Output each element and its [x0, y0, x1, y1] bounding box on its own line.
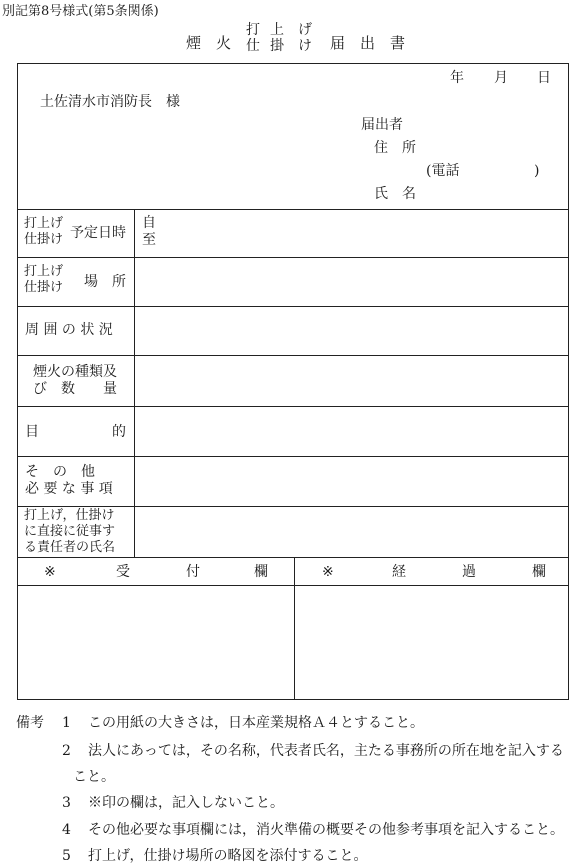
progress-char: 欄: [532, 564, 546, 580]
location-label-line: 打上げ: [24, 264, 64, 279]
date-year: 年: [450, 70, 464, 86]
title-stack-bottom: 仕: [246, 38, 260, 54]
date-day: 日: [537, 70, 551, 86]
note-number: 3: [62, 795, 71, 811]
fireworks-label-line: 煙火の種類及: [33, 364, 117, 380]
receipt-char: 付: [186, 564, 200, 580]
note-text: ※印の欄は，記入しないこと。: [88, 795, 284, 811]
row-divider: [17, 406, 569, 407]
address-label: 住 所: [374, 140, 416, 156]
notes-heading: 備考: [16, 715, 44, 731]
row-divider: [17, 585, 569, 586]
title-stack-bottom: 掛: [270, 38, 284, 54]
date-month: 月: [494, 70, 508, 86]
responsible-label-line: 打上げ，仕掛け: [24, 508, 115, 523]
schedule-label-line: 仕掛け: [24, 232, 64, 247]
receipt-char: 欄: [254, 564, 268, 580]
schedule-label-suffix: 予定日時: [70, 225, 126, 241]
responsible-label-line: に直接に従事す: [24, 524, 116, 539]
note-text: この用紙の大きさは，日本産業規格Ａ４とすること。: [88, 715, 424, 731]
purpose-label-left: 目: [25, 424, 39, 440]
location-label-line: 仕掛け: [24, 280, 64, 295]
title-stack-bottom: け: [298, 38, 312, 54]
title-char: 届: [330, 34, 346, 52]
note-text: その他必要な事項欄には，消火準備の概要その他参考事項を記入すること。: [88, 822, 564, 838]
progress-mark: ※: [322, 564, 334, 580]
row-divider: [17, 355, 569, 356]
applicant-label: 届出者: [361, 117, 403, 133]
note-number: 2: [62, 743, 71, 759]
receipt-mark: ※: [44, 564, 56, 580]
title-stack: [270, 22, 284, 54]
row-divider: [17, 456, 569, 457]
note-text: 打上げ，仕掛け場所の略図を添付すること。: [88, 848, 368, 864]
progress-char: 過: [462, 564, 476, 580]
note-text: 法人にあっては，その名称，代表者氏名，主たる事務所の所在地を記入する: [88, 743, 564, 759]
fireworks-label: [33, 364, 117, 398]
row-divider: [17, 257, 569, 258]
surroundings-label: 周 囲 の 状 況: [25, 322, 113, 338]
title-stack-top: 上: [270, 22, 284, 38]
title-char: 煙: [186, 34, 202, 52]
note-text-continued: こと。: [73, 769, 115, 785]
title-char: 書: [390, 34, 406, 52]
phone-close: ): [534, 163, 540, 179]
location-label-suffix: 場 所: [84, 274, 126, 290]
title-stack: [246, 22, 260, 54]
row-divider: [17, 209, 569, 210]
title-stack: [298, 22, 312, 54]
row-divider: [17, 506, 569, 507]
title-stack-top: げ: [298, 22, 312, 38]
responsible-label-line: る責任者の氏名: [24, 540, 116, 555]
other-label-line: そ の 他: [25, 464, 95, 480]
receipt-char: 受: [116, 564, 130, 580]
title-char: 火: [216, 34, 232, 52]
recipient: 土佐清水市消防長 様: [40, 94, 180, 110]
schedule-from: 自: [142, 215, 156, 231]
schedule-to: 至: [142, 232, 156, 248]
fireworks-label-line: び 数 量: [33, 381, 117, 397]
note-number: 1: [62, 715, 71, 731]
row-divider: [17, 306, 569, 307]
name-label: 氏 名: [374, 186, 416, 202]
note-number: 5: [62, 848, 71, 864]
location-label: [24, 264, 63, 296]
schedule-label: [24, 216, 63, 248]
phone-open: (電話: [426, 163, 460, 179]
other-label: [25, 464, 113, 498]
label-column-divider: [134, 209, 135, 557]
receipt-column-divider: [294, 557, 295, 700]
progress-char: 経: [392, 564, 406, 580]
form-reference: 別記第8号様式(第5条関係): [2, 4, 159, 19]
title-char: 出: [360, 34, 376, 52]
purpose-label-right: 的: [112, 424, 126, 440]
title-stack-top: 打: [246, 22, 260, 38]
note-number: 4: [62, 822, 71, 838]
row-divider: [17, 557, 569, 558]
schedule-label-line: 打上げ: [24, 216, 64, 231]
responsible-label: [24, 508, 115, 556]
other-label-line: 必 要 な 事 項: [25, 481, 113, 497]
